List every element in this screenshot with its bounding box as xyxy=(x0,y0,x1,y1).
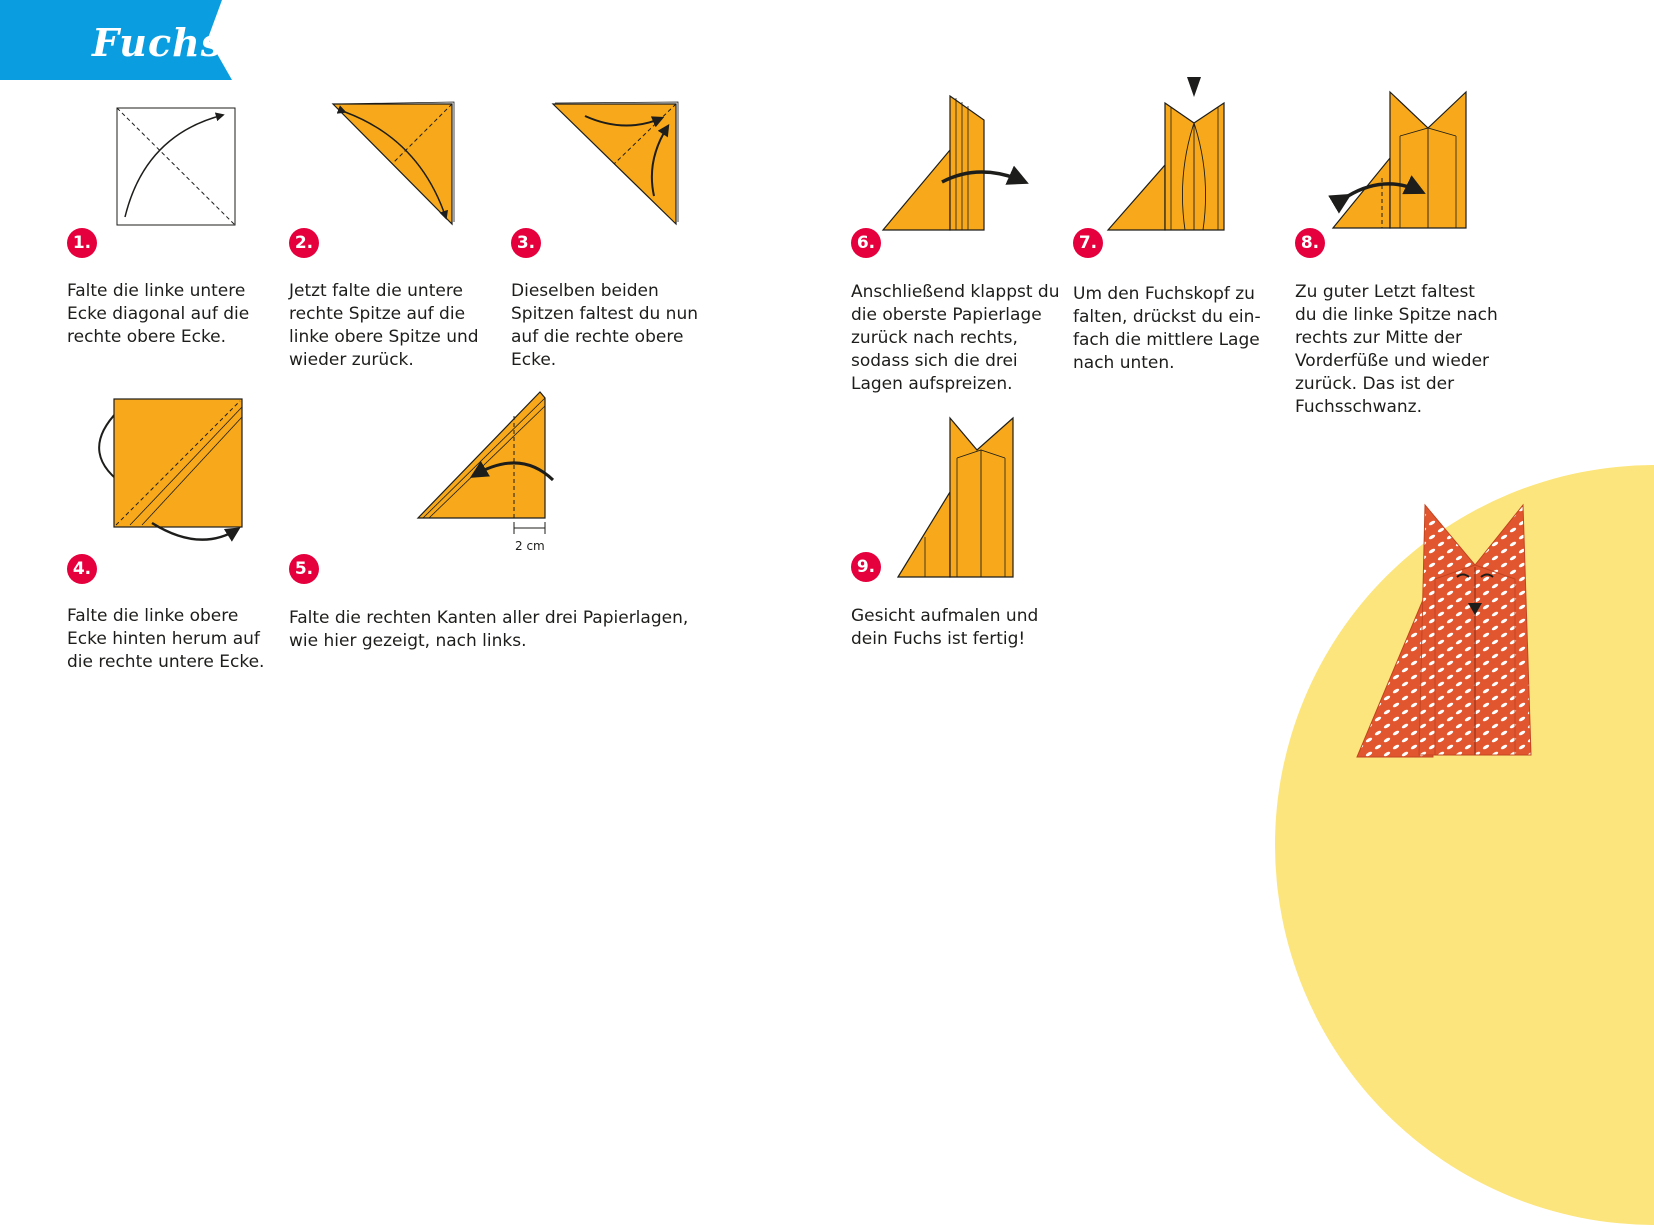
step-4-text: Falte die linke obere Ecke hinten herum auf die rechte untere Ecke. xyxy=(67,606,265,672)
step-2-text: Jetzt falte die untere rechte Spitze auf die linke obere Spitze und wieder zurück. xyxy=(289,281,479,370)
step-4-diagram xyxy=(90,395,260,555)
step-8-text: Zu guter Letzt faltest du die linke Spitze nach rechts zur Mitte der Vorderfüße und wieder zurück. Das ist der Fuchsschwanz. xyxy=(1295,282,1498,417)
page-title: Fuchs xyxy=(92,20,224,65)
step-9-badge: 9. xyxy=(851,552,881,582)
step-1-diagram xyxy=(115,105,240,230)
step-6-diagram xyxy=(880,90,1050,235)
step-2-diagram xyxy=(330,100,460,230)
step-5-text: Falte die rechten Kanten aller drei Papierlagen, wie hier gezeigt, nach links. xyxy=(289,608,689,651)
step-6-badge: 6. xyxy=(851,228,881,258)
measure-label: 2 cm xyxy=(515,539,545,553)
step-7-badge: 7. xyxy=(1073,228,1103,258)
step-4-badge: 4. xyxy=(67,554,97,584)
step-3-diagram xyxy=(550,100,685,230)
step-5-diagram xyxy=(415,388,575,560)
step-7-text: Um den Fuchskopf zu falten, drückst du einfach die mittlere Lage nach unten. xyxy=(1073,284,1261,373)
step-7-diagram xyxy=(1105,75,1255,235)
step-6-text: Anschließend klappst du die oberste Papierlage zurück nach rechts, sodass sich die drei Lagen aufspreizen. xyxy=(851,282,1060,394)
step-3-badge: 3. xyxy=(511,228,541,258)
step-5-badge: 5. xyxy=(289,554,319,584)
step-1-badge: 1. xyxy=(67,228,97,258)
step-9-diagram xyxy=(895,412,1035,582)
step-8-diagram xyxy=(1330,88,1500,233)
step-8-badge: 8. xyxy=(1295,228,1325,258)
step-9-text: Gesicht aufmalen und dein Fuchs ist fertig! xyxy=(851,606,1039,649)
step-2-badge: 2. xyxy=(289,228,319,258)
finished-fox-photo xyxy=(1355,505,1570,765)
step-1-text: Falte die linke untere Ecke diagonal auf die rechte obere Ecke. xyxy=(67,281,250,347)
step-3-text: Dieselben beiden Spitzen faltest du nun auf die rechte obere Ecke. xyxy=(511,281,698,370)
